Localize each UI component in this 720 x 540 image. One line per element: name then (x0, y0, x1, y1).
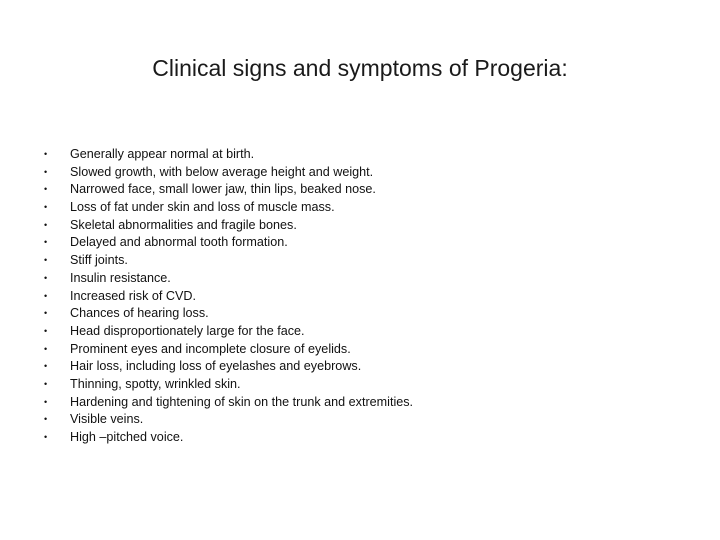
list-item (44, 146, 684, 164)
bullet-icon: • (44, 343, 48, 354)
list-item-text: High –pitched voice. (70, 430, 184, 444)
slide-title: Clinical signs and symptoms of Progeria: (152, 55, 568, 81)
list-item-text: Loss of fat under skin and loss of muscle mass. (70, 200, 335, 215)
list-item (44, 394, 684, 412)
list-item (44, 411, 684, 429)
list-item (44, 234, 684, 252)
list-item-text: Hardening and tightening of skin on the trunk and extremities. (70, 394, 414, 409)
bullet-icon: • (44, 255, 48, 266)
list-item-text: Delayed and abnormal tooth formation. (70, 235, 288, 250)
bullet-icon: • (44, 432, 48, 442)
bullet-icon: • (44, 272, 48, 283)
bullet-icon: • (44, 184, 48, 195)
list-item (44, 376, 684, 394)
list-item (44, 288, 684, 306)
list-item (44, 305, 684, 323)
list-item-text: Increased risk of CVD. (70, 288, 196, 303)
bullet-icon: • (44, 378, 48, 389)
list-item-text: Visible veins. (70, 412, 144, 427)
list-item (44, 270, 684, 288)
list-item-text: Prominent eyes and incomplete closure of eyelids. (70, 341, 351, 356)
bullet-icon: • (44, 149, 48, 159)
bullet-icon: • (44, 290, 48, 301)
bullet-icon: • (44, 219, 48, 230)
list-item (44, 181, 684, 199)
list-item (44, 323, 684, 341)
list-item-text: Insulin resistance. (70, 270, 171, 285)
list-item-text: Generally appear normal at birth. (70, 147, 255, 161)
list-item (44, 217, 684, 235)
list-item (44, 358, 684, 376)
bullet-icon: • (44, 166, 48, 177)
list-item-text: Head disproportionately large for the face. (70, 323, 305, 338)
bullet-icon: • (44, 361, 48, 372)
list-item-text: Chances of hearing loss. (70, 306, 209, 321)
bullet-icon: • (44, 396, 48, 407)
list-item-text: Slowed growth, with below average height and weight. (70, 164, 374, 179)
list-item-text: Stiff joints. (70, 253, 128, 268)
list-item-text: Narrowed face, small lower jaw, thin lips, beaked nose. (70, 182, 376, 197)
list-item (44, 164, 684, 182)
list-item (44, 199, 684, 217)
bullet-icon: • (44, 308, 48, 319)
bullet-list (44, 146, 684, 447)
bullet-icon: • (44, 414, 48, 425)
bullet-icon: • (44, 202, 48, 213)
bullet-icon: • (44, 325, 48, 336)
list-item (44, 341, 684, 359)
list-item-text: Hair loss, including loss of eyelashes and eyebrows. (70, 359, 362, 374)
list-item-text: Thinning, spotty, wrinkled skin. (70, 376, 241, 391)
list-item (44, 252, 684, 270)
list-item-text: Skeletal abnormalities and fragile bones. (70, 217, 297, 232)
list-item (44, 429, 684, 447)
bullet-icon: • (44, 237, 48, 248)
